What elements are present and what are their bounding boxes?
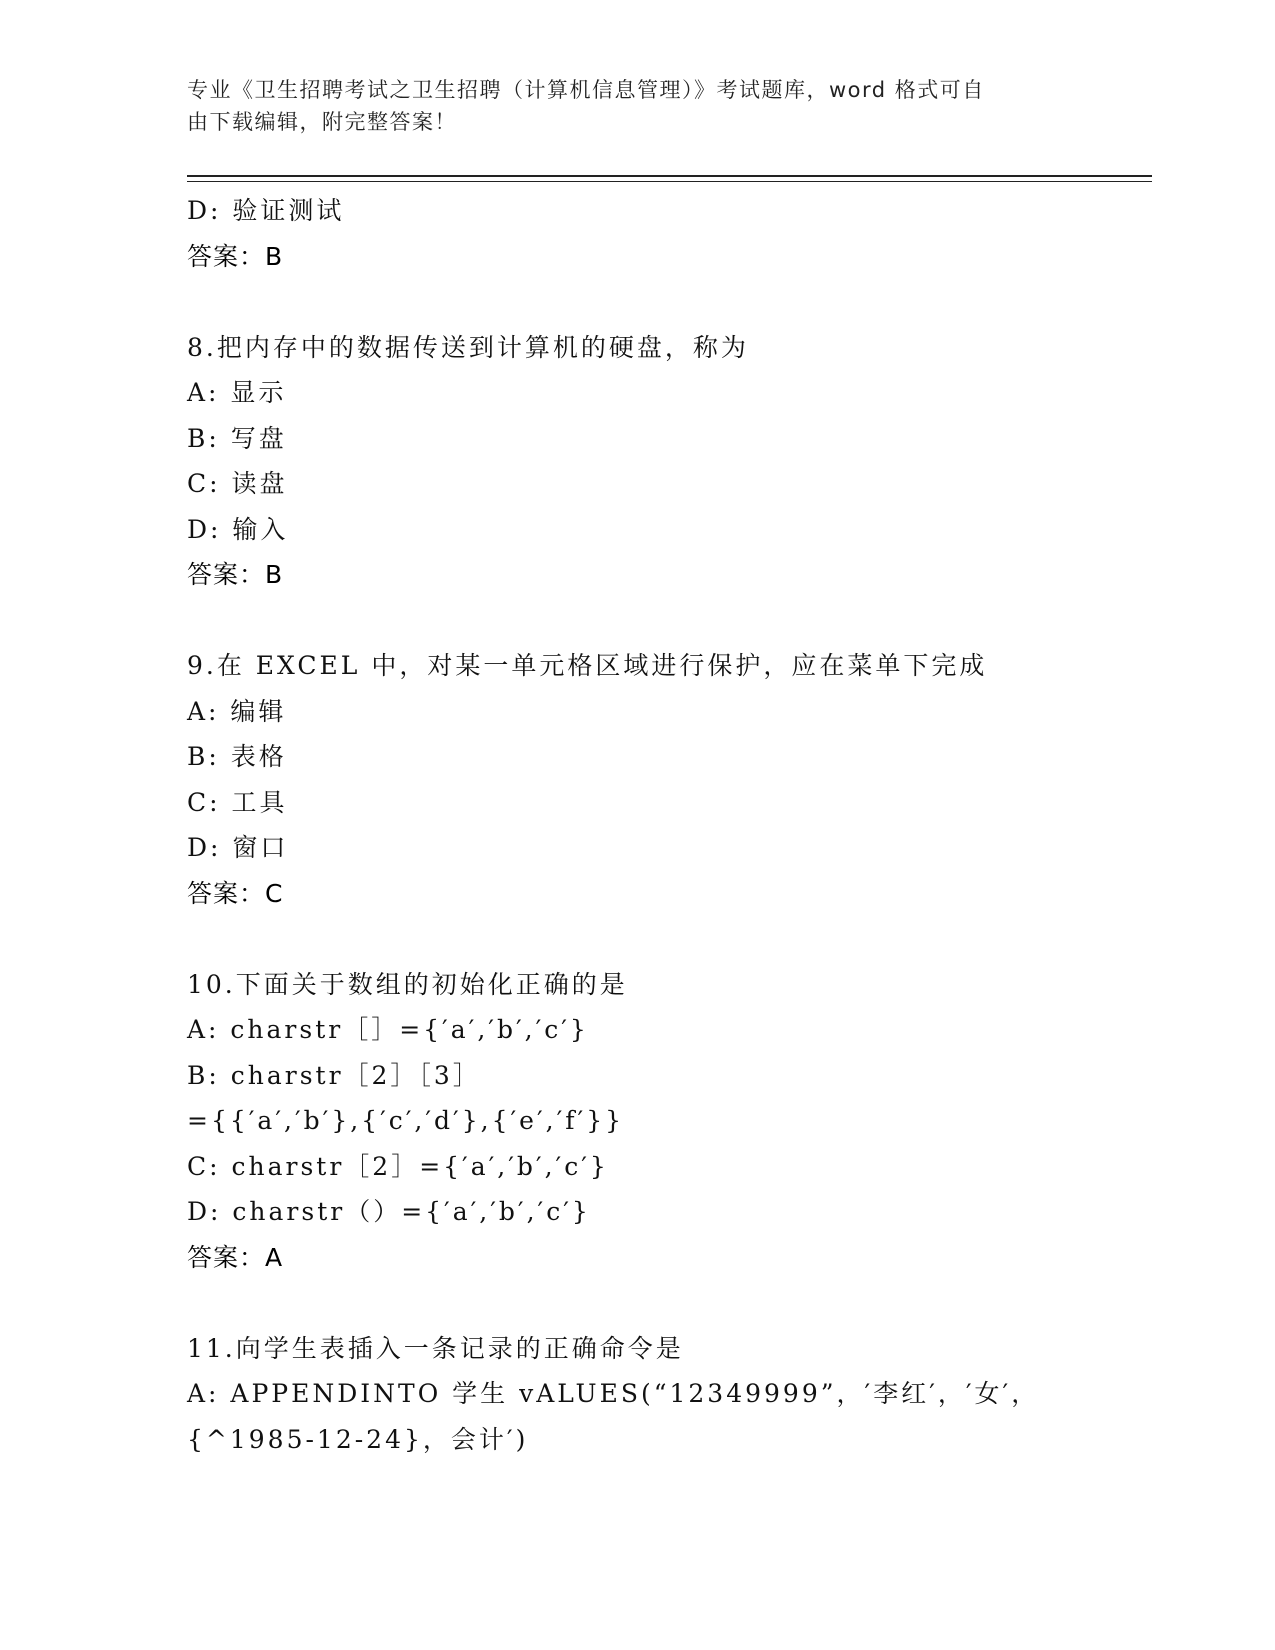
- q11-option-a-line-1: A: APPENDINTO 学生 vALUES(“12349999”，′李红′，′女′，: [187, 1379, 1040, 1408]
- q10-option-a: A: charstr［］={′a′,′b′,′c′}: [187, 1015, 589, 1044]
- q9-question: 9.在 EXCEL 中，对某一单元格区域进行保护，应在菜单下完成: [187, 651, 988, 680]
- q8-option-d: D: 输入: [187, 514, 289, 544]
- q10-answer: 答案：A: [187, 1242, 284, 1272]
- q8-option-c: C: 读盘: [187, 469, 288, 498]
- q9-option-d: D: 窗口: [187, 833, 289, 862]
- q9-option-b: B: 表格: [187, 742, 287, 771]
- q10-option-d: D: charstr（）={′a′,′b′,′c′}: [187, 1197, 591, 1226]
- q11-option-a-line-2: {^1985-12-24}，会计′): [187, 1424, 529, 1454]
- q9-option-a: A: 编辑: [187, 696, 287, 726]
- q8-question: 8.把内存中的数据传送到计算机的硬盘，称为: [187, 332, 749, 362]
- q8-option-a: A: 显示: [187, 378, 287, 407]
- q10-option-b-line-2: ={{′a′,′b′},{′c′,′d′},{′e′,′f′}}: [187, 1106, 625, 1135]
- header-rule-thick: [187, 175, 1152, 177]
- q7-answer: 答案：B: [187, 241, 284, 271]
- document-header: [187, 74, 1067, 138]
- q8-option-b: B: 写盘: [187, 423, 287, 453]
- q11-question: 11.向学生表插入一条记录的正确命令是: [187, 1333, 684, 1363]
- header-rule-thin: [187, 181, 1152, 182]
- q7-option-d: D: 验证测试: [187, 196, 345, 225]
- q10-option-c: C: charstr［2］={′a′,′b′,′c′}: [187, 1151, 609, 1181]
- q10-question: 10.下面关于数组的初始化正确的是: [187, 969, 628, 999]
- q9-option-c: C: 工具: [187, 787, 288, 817]
- header-line-2: 由下载编辑，附完整答案！: [187, 110, 457, 134]
- question-list: [187, 188, 1147, 1462]
- q10-option-b-line-1: B: charstr［2］［3］: [187, 1060, 481, 1090]
- q8-answer: 答案：B: [187, 560, 284, 589]
- q9-answer: 答案：C: [187, 878, 284, 908]
- header-line-1: 专业《卫生招聘考试之卫生招聘（计算机信息管理）》考试题库，word 格式可自: [187, 78, 985, 102]
